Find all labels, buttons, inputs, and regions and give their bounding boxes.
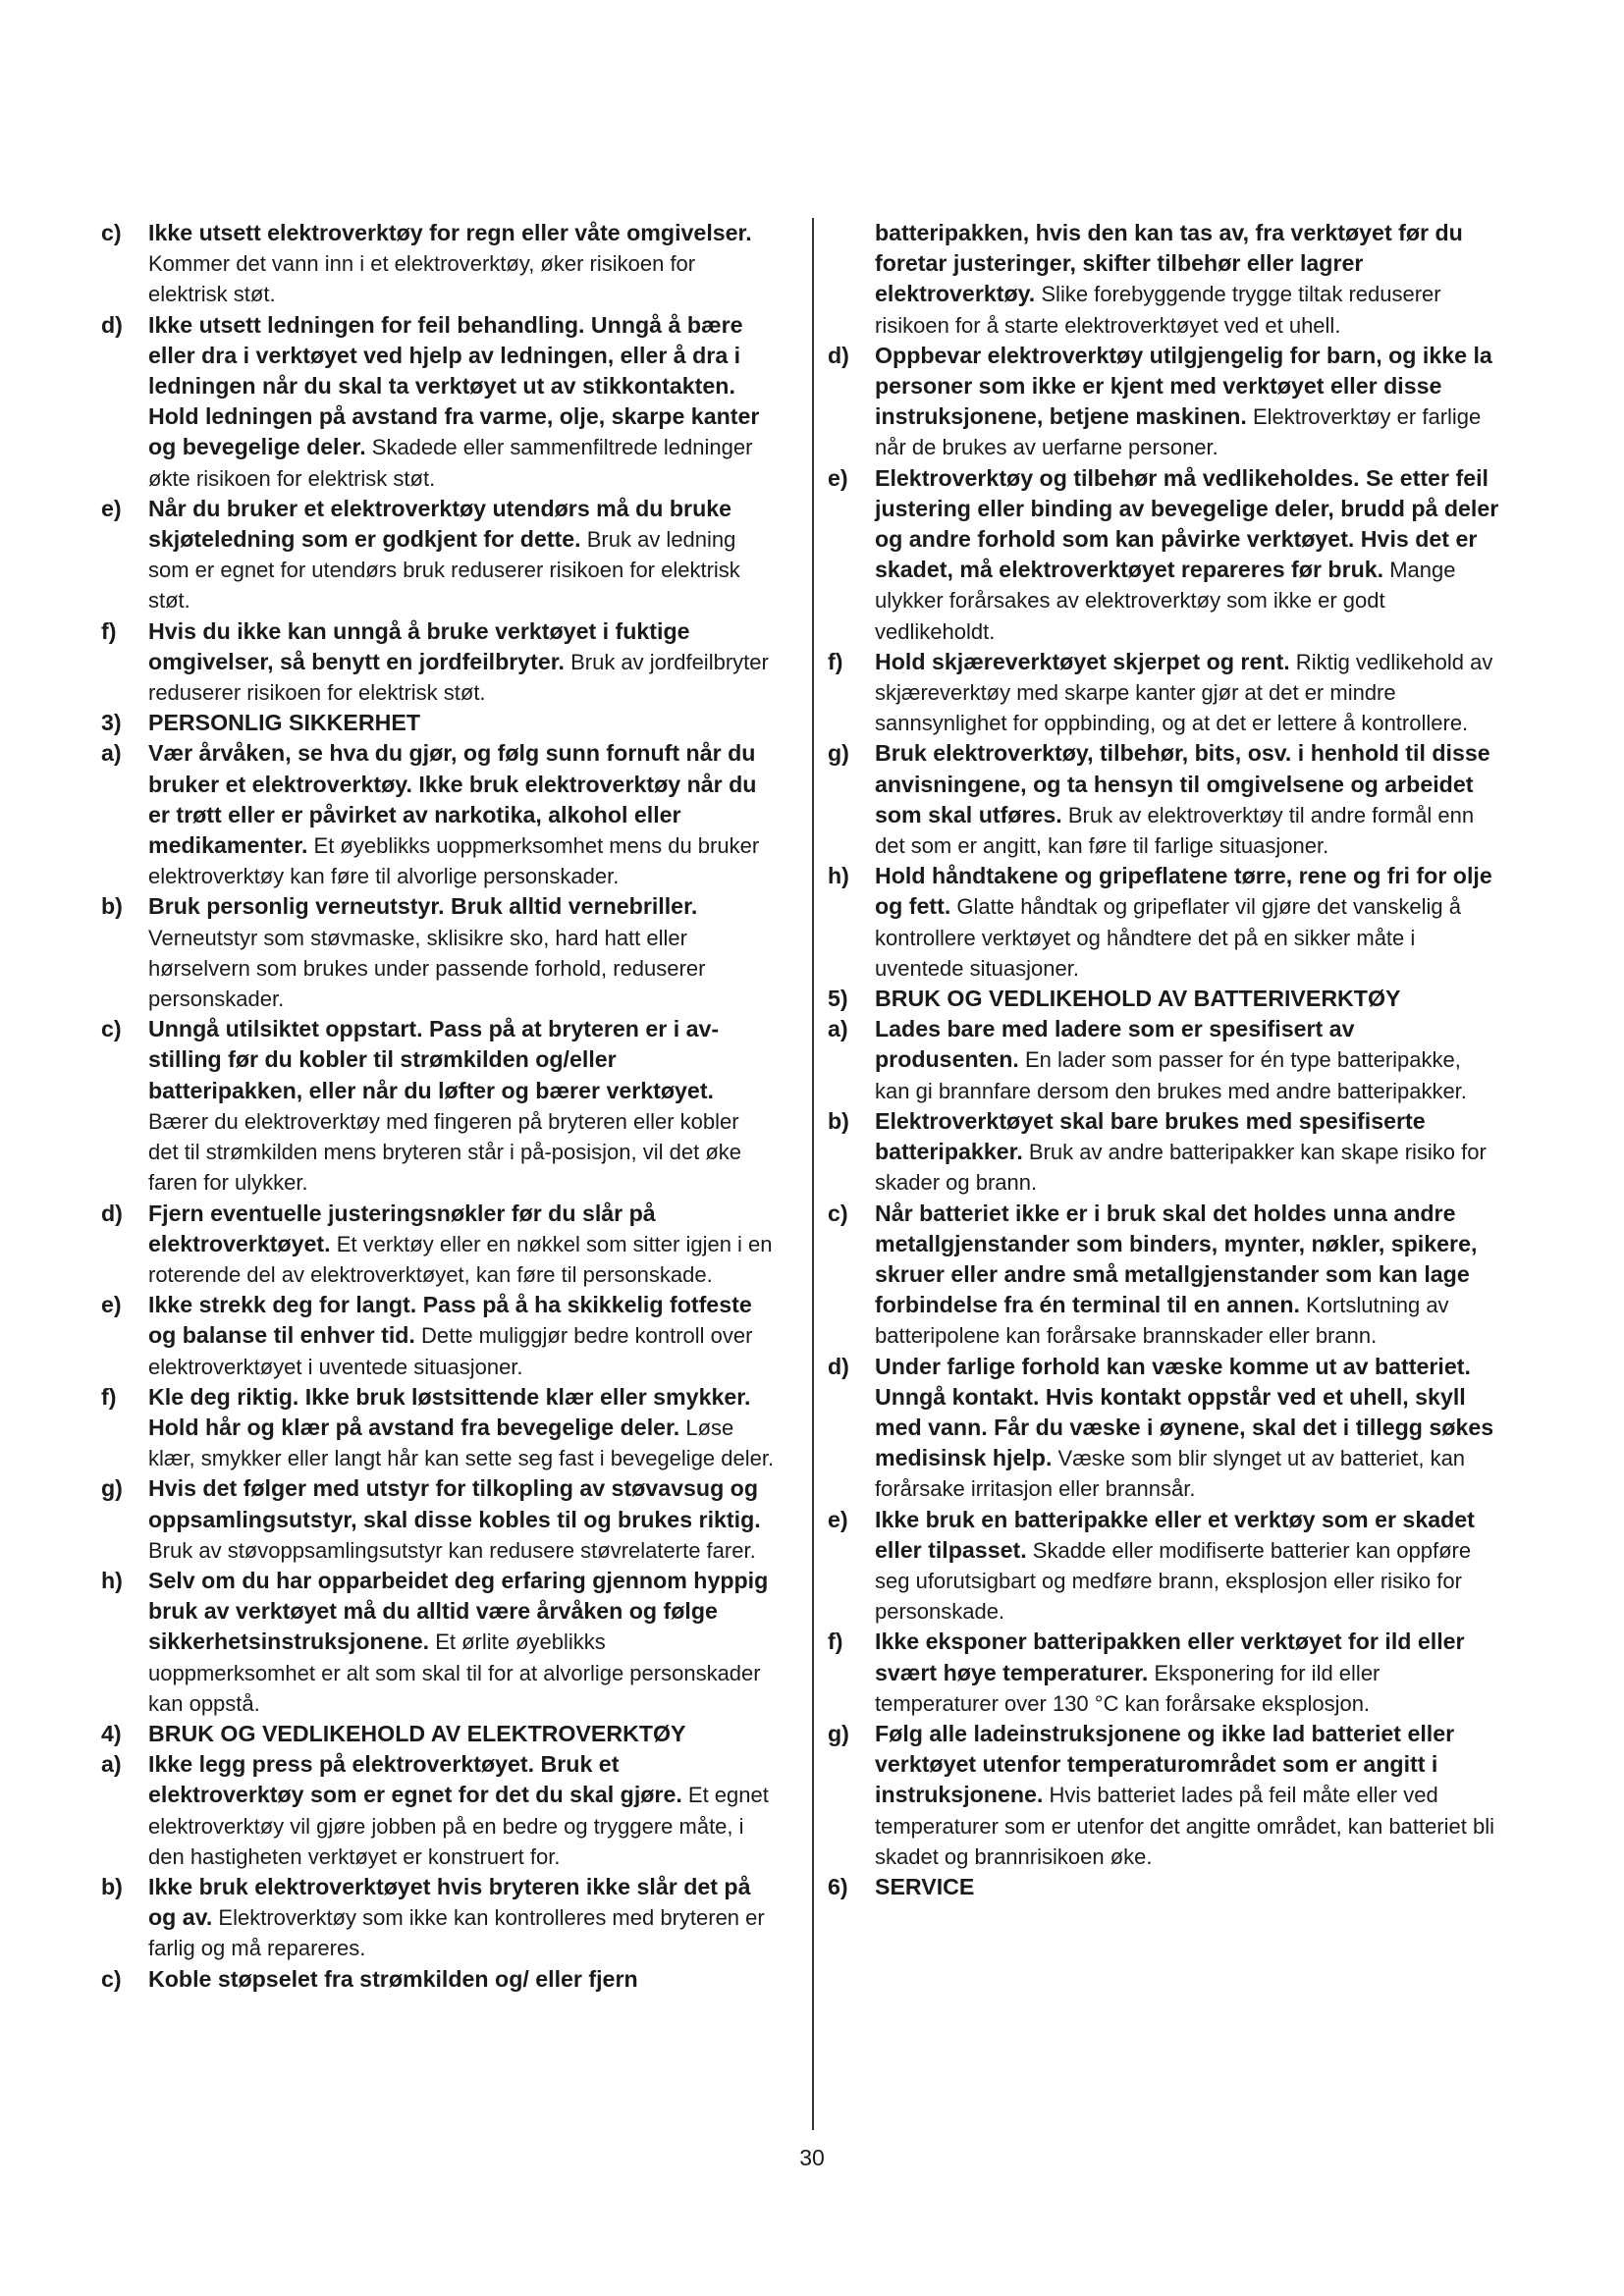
instruction-item <box>828 1719 1501 1872</box>
item-bold-text: Bruk elektroverktøy, tilbehør, bits, osv. i henhold til disse anvisningene, og ta hensyn til omgivelsene og arbeidet som skal utføres. <box>875 740 1490 828</box>
column-divider <box>812 218 814 2130</box>
item-marker: d) <box>828 1353 849 1379</box>
item-bold-text: Ikke legg press på elektroverktøyet. Bruk et elektroverktøy som er egnet for det du skal gjøre. <box>148 1751 682 1808</box>
instruction-item <box>828 738 1501 861</box>
item-body-text: Bærer du elektroverktøy med fingeren på bryteren eller kobler det til strømkilden mens bryteren står i på-posisjon, vil det øke faren for ulykker. <box>148 1108 742 1196</box>
item-bold-text: Ikke bruk elektroverktøyet hvis bryteren ikke slår det på og av. <box>148 1873 751 1931</box>
instruction-item <box>101 891 775 1014</box>
item-marker: f) <box>101 617 117 644</box>
item-body-text: Et egnet elektroverktøy vil gjøre jobben på en bedre og tryggere måte, i den hastigheten verktøyet er konstruert for. <box>148 1783 769 1869</box>
instruction-item <box>101 708 775 738</box>
item-marker: h) <box>828 863 849 889</box>
item-marker: b) <box>101 1873 123 1899</box>
instruction-item <box>101 218 775 310</box>
item-marker: 5) <box>828 986 848 1012</box>
item-bold-text: Oppbevar elektroverktøy utilgjengelig for barn, og ikke la personer som ikke er kjent med verktøyet eller disse instruksjonene, betjene maskinen. <box>875 342 1492 430</box>
item-marker: e) <box>828 464 848 491</box>
item-body-text: Elektroverktøy er farlige når de brukes av uerfarne personer. <box>875 404 1482 460</box>
instruction-item <box>828 463 1501 647</box>
item-body-text: Kommer det vann inn i et elektroverktøy, øker risikoen for elektrisk støt. <box>148 251 696 307</box>
instruction-item <box>828 1627 1501 1719</box>
item-body-text: Slike forebyggende trygge tiltak reduserer risikoen for å starte elektroverktøyet ved et uhell. <box>875 282 1441 338</box>
item-bold-text: SERVICE <box>875 1873 975 1899</box>
item-bold-text: Ikke utsett ledningen for feil behandling. Unngå å bære eller dra i verktøyet ved hjelp av ledningen, eller å dra i ledningen når du skal ta verktøyet ut av stikkontakten. Hold ledningen på avstand fra varme, olje, skarpe kanter og bevegelige deler. <box>148 311 760 460</box>
item-marker: b) <box>101 893 123 920</box>
item-bold-text: BRUK OG VEDLIKEHOLD AV BATTERIVERKTØY <box>875 986 1401 1012</box>
instruction-item <box>828 647 1501 739</box>
item-bold-text: Ikke strekk deg for langt. Pass på å ha skikkelig fotfeste og balanse til enhver tid. <box>148 1292 752 1349</box>
right-column <box>828 218 1501 1902</box>
item-bold-text: batteripakken, hvis den kan tas av, fra verktøyet før du foretar justeringer, skifter tilbehør eller lagrer elektroverktøy. <box>875 220 1463 307</box>
instruction-item <box>101 1199 775 1291</box>
item-marker: e) <box>101 495 122 521</box>
item-bold-text: Kle deg riktig. Ikke bruk løstsittende klær eller smykker. Hold hår og klær på avstand fra bevegelige deler. <box>148 1383 751 1440</box>
item-body-text: Dette muliggjør bedre kontroll over elektroverktøyet i uventede situasjoner. <box>148 1323 753 1379</box>
item-body-text: Løse klær, smykker eller langt hår kan sette seg fast i bevegelige deler. <box>148 1415 775 1471</box>
item-bold-text: Koble støpselet fra strømkilden og/ eller fjern <box>148 1965 638 1992</box>
item-body-text: Bruk av elektroverktøy til andre formål enn det som er angitt, kan føre til farlige situasjoner. <box>875 802 1475 859</box>
item-bold-text: Under farlige forhold kan væske komme ut av batteriet. Unngå kontakt. Hvis kontakt oppstår ved et uhell, skyll med vann. Får du væske i øynene, skal det i tillegg søkes medisinsk hjelp. <box>875 1353 1494 1471</box>
item-body-text: Et øyeblikks uoppmerksomhet mens du bruker elektroverktøy kan føre til alvorlige personskader. <box>148 833 760 889</box>
item-body-text: Hvis batteriet lades på feil måte eller ved temperaturer som er utenfor det angitte området, kan batteriet bli skadet og brannrisikoen øke. <box>875 1783 1494 1869</box>
item-body-text: Bruk av andre batteripakker kan skape risiko for skader og brann. <box>875 1140 1487 1196</box>
instruction-item <box>101 1719 775 1749</box>
item-marker: c) <box>101 1965 122 1992</box>
instruction-item <box>828 1872 1501 1902</box>
item-marker: b) <box>828 1107 849 1134</box>
item-marker: f) <box>828 648 843 674</box>
item-body-text: Riktig vedlikehold av skjæreverktøy med skarpe kanter gjør at det er mindre sannsynlighet for oppbinding, og at det er lettere å kontrollere. <box>875 649 1493 736</box>
instruction-item <box>101 1290 775 1382</box>
instruction-item <box>101 310 775 494</box>
item-marker: d) <box>828 342 849 368</box>
item-marker: f) <box>101 1383 117 1410</box>
item-marker: c) <box>101 220 122 245</box>
instruction-item <box>101 1566 775 1719</box>
instruction-item <box>828 861 1501 984</box>
item-body-text: Bruk av jordfeilbryter reduserer risikoen for elektrisk støt. <box>148 649 769 706</box>
item-bold-text: Hold skjæreverktøyet skjerpet og rent. <box>875 648 1290 674</box>
instruction-item <box>101 494 775 616</box>
item-bold-text: Elektroverktøy og tilbehør må vedlikeholdes. Se etter feil justering eller binding av bevegelige deler, brudd på deler og andre forhold som kan påvirke verktøyet. Hvis det er skadet, må elektroverktøyet repareres før bruk. <box>875 464 1499 583</box>
instruction-item <box>101 1872 775 1964</box>
item-bold-text: BRUK OG VEDLIKEHOLD AV ELEKTROVERKTØY <box>148 1720 686 1746</box>
item-bold-text: Fjern eventuelle justeringsnøkler før du slår på elektroverktøyet. <box>148 1200 656 1256</box>
instruction-item <box>828 1505 1501 1628</box>
item-body-text: Glatte håndtak og gripeflater vil gjøre det vanskelig å kontrollere verktøyet og håndtere det på en sikker måte i uventede situasjoner. <box>875 894 1462 981</box>
item-bold-text: Unngå utilsiktet oppstart. Pass på at bryteren er i av-stilling før du kobler til strømkilden og/eller batteripakken, eller når du løfter og bærer verktøyet. <box>148 1016 720 1103</box>
item-bold-text: Følg alle ladeinstruksjonene og ikke lad batteriet eller verktøyet utenfor temperaturområdet som er angitt i instruksjonene. <box>875 1720 1455 1808</box>
item-marker: f) <box>828 1629 843 1655</box>
instruction-item <box>101 1964 775 1995</box>
instruction-item <box>101 1749 775 1872</box>
item-bold-text: PERSONLIG SIKKERHET <box>148 710 420 736</box>
item-body-text: Bruk av ledning som er egnet for utendørs bruk reduserer risikoen for elektrisk støt. <box>148 527 740 614</box>
item-marker: d) <box>101 1200 123 1226</box>
item-body-text: Mange ulykker forårsakes av elektroverktøy som ikke er godt vedlikeholdt. <box>875 558 1456 644</box>
item-bold-text: Lades bare med ladere som er spesifisert av produsenten. <box>875 1016 1355 1073</box>
item-body-text: Bruk av støvoppsamlingsutstyr kan redusere støvrelaterte farer. <box>148 1537 756 1563</box>
item-body-text: Elektroverktøy som ikke kan kontrolleres med bryteren er farlig og må repareres. <box>148 1905 765 1961</box>
item-marker: 3) <box>101 710 122 736</box>
item-body-text: Skadde eller modifiserte batterier kan oppføre seg uforutsigbart og medføre brann, eksplosjon eller risiko for personskade. <box>875 1537 1472 1625</box>
item-bold-text: Hold håndtakene og gripeflatene tørre, rene og fri for olje og fett. <box>875 863 1492 920</box>
item-bold-text: Når batteriet ikke er i bruk skal det holdes unna andre metallgjenstander som binders, mynter, nøkler, spikere, skruer eller andre små metallgjenstander som kan lage forbindelse fra én terminal til en annen. <box>875 1200 1478 1318</box>
item-body-text: Verneutstyr som støvmaske, sklisikre sko, hard hatt eller hørselvern som brukes under passende forhold, reduserer personskader. <box>148 925 706 1012</box>
page-number: 30 <box>799 2145 825 2170</box>
item-body-text: Kortslutning av batteripolene kan forårsake brannskader eller brann. <box>875 1293 1449 1349</box>
instruction-item <box>828 984 1501 1014</box>
item-bold-text: Ikke bruk en batteripakke eller et verktøy som er skadet eller tilpasset. <box>875 1506 1475 1563</box>
item-bold-text: Selv om du har opparbeidet deg erfaring gjennom hyppig bruk av verktøyet må du alltid være årvåken og følge sikkerhetsinstruksjonene. <box>148 1567 769 1655</box>
item-marker: g) <box>828 1720 849 1746</box>
item-bold-text: Hvis det følger med utstyr for tilkopling av støvavsug og oppsamlingsutstyr, skal disse kobles til og brukes riktig. <box>148 1475 761 1532</box>
item-body-text: Væske som blir slynget ut av batteriet, kan forårsake irritasjon eller brannsår. <box>875 1446 1466 1502</box>
item-marker: c) <box>828 1200 848 1226</box>
item-marker: a) <box>101 740 122 767</box>
instruction-item <box>101 1014 775 1198</box>
item-marker: g) <box>828 740 849 767</box>
item-marker: c) <box>101 1016 122 1042</box>
item-bold-text: Ikke utsett elektroverktøy for regn eller våte omgivelser. <box>148 220 752 245</box>
instruction-item <box>828 1199 1501 1352</box>
item-marker: e) <box>101 1292 122 1318</box>
item-bold-text: Ikke eksponer batteripakken eller verktøyet for ild eller svært høye temperaturer. <box>875 1629 1465 1685</box>
item-bold-text: Hvis du ikke kan unngå å bruke verktøyet i fuktige omgivelser, så benytt en jordfeilbryter. <box>148 617 690 674</box>
item-body-text: Et ørlite øyeblikks uoppmerksomhet er alt som skal til for at alvorlige personskader kan oppstå. <box>148 1629 761 1716</box>
item-marker: a) <box>101 1751 122 1778</box>
item-marker: e) <box>828 1506 848 1532</box>
item-body-text: En lader som passer for én type batteripakke, kan gi brannfare dersom den brukes med andre batteripakker. <box>875 1047 1467 1103</box>
item-body-text: Et verktøy eller en nøkkel som sitter igjen i en roterende del av elektroverktøyet, kan føre til personskade. <box>148 1231 773 1287</box>
item-marker: 4) <box>101 1720 122 1746</box>
instruction-item <box>828 1352 1501 1505</box>
item-marker: h) <box>101 1567 123 1593</box>
instruction-item <box>828 1106 1501 1199</box>
item-marker: a) <box>828 1016 848 1042</box>
item-marker: g) <box>101 1475 123 1502</box>
item-marker: 6) <box>828 1873 848 1899</box>
instruction-item <box>101 616 775 709</box>
item-body-text: Eksponering for ild eller temperaturer over 130 °C kan forårsake eksplosjon. <box>875 1660 1380 1716</box>
instruction-item <box>828 218 1501 341</box>
instruction-item <box>828 1014 1501 1106</box>
instruction-item <box>101 1473 775 1566</box>
item-bold-text: Bruk personlig verneutstyr. Bruk alltid vernebriller. <box>148 893 698 920</box>
item-bold-text: Elektroverktøyet skal bare brukes med spesifiserte batteripakker. <box>875 1107 1426 1165</box>
instruction-item <box>828 341 1501 463</box>
item-marker: d) <box>101 311 123 338</box>
left-column <box>101 218 775 1995</box>
instruction-item <box>101 738 775 891</box>
item-bold-text: Når du bruker et elektroverktøy utendørs må du bruke skjøteledning som er godkjent for dette. <box>148 495 732 553</box>
item-body-text: Skadede eller sammenfiltrede ledninger økte risikoen for elektrisk støt. <box>148 435 753 491</box>
item-bold-text: Vær årvåken, se hva du gjør, og følg sunn fornuft når du bruker et elektroverktøy. Ikke bruk elektroverktøy når du er trøtt eller er påvirket av narkotika, alkohol eller medikamenter. <box>148 740 757 859</box>
instruction-item <box>101 1382 775 1474</box>
